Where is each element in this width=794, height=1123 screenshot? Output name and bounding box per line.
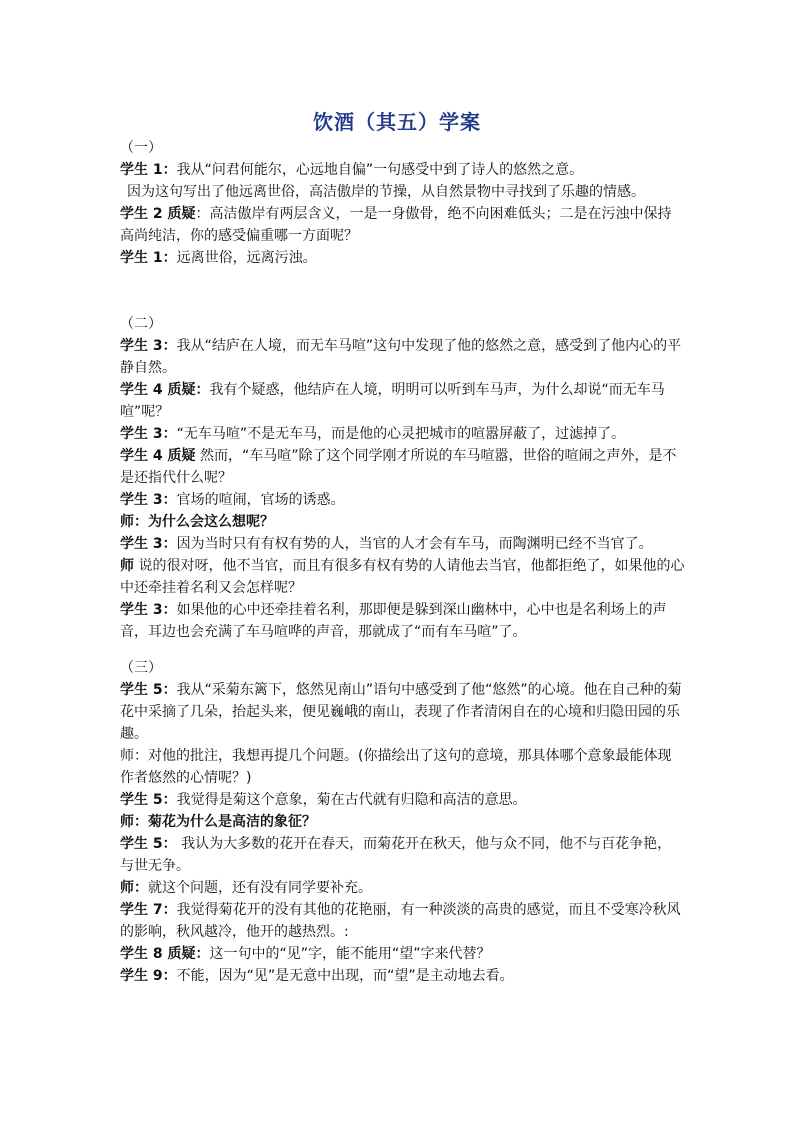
document-body [120,137,685,987]
speaker: 学生 3： [120,536,177,552]
speaker: 师： [120,514,148,530]
speaker: 学生 7： [120,902,177,918]
section-label: （二） [120,316,162,332]
speaker: 学生 3： [120,492,177,508]
line-text: 因为这句写出了他远离世俗，高洁傲岸的节操，从自然景物中寻找到了乐趣的情感。 [127,184,645,200]
speaker: 学生 4 质疑： [120,382,210,398]
speaker: 师： [120,880,148,896]
line-text: 远离世俗，远离污浊。 [176,250,317,266]
dialogue-line [120,943,685,965]
line-text: 我觉得菊花开的没有其他的花艳丽，有一种淡淡的高贵的感觉，而且不受寒冷秋风的影响，秋风越冷，他开的越热烈。: [120,902,681,940]
line-text: 菊花为什么是高洁的象征？ [148,814,316,830]
line-text: 不能，因为“见”是无意中出现，而“望”是主动地去看。 [176,968,514,984]
dialogue-line [120,511,685,533]
page-title: 饮酒（其五）学案 [313,110,481,134]
speaker: 学生 5： [120,792,177,808]
dialogue-line [120,599,685,643]
line-text: 师：对他的批注，我想再提几个问题。(你描绘出了这句的意境，那具体哪个意象最能体现作者悠然的心情呢？) [120,748,672,786]
spacer [120,269,685,313]
speaker: 师 [120,558,134,574]
section-label: （一） [120,140,162,156]
dialogue-line [120,335,685,379]
speaker: 学生 3： [120,338,177,354]
line-text: “无车马喧”不是无车马，而是他的心灵把城市的喧嚣屏蔽了，过滤掉了。 [176,426,626,442]
line-text: 我从“结庐在人境，而无车马喧”这句中发现了他的悠然之意，感受到了他内心的平静自然。 [120,338,682,376]
speaker: 学生 2 质疑 [120,206,196,222]
dialogue-line [120,181,685,203]
line-text: 我从“问君何能尔，心远地自偏”一句感受中到了诗人的悠然之意。 [176,162,584,178]
dialogue-line [120,877,685,899]
dialogue-line [120,533,685,555]
dialogue-line [120,965,685,987]
speaker: 师： [120,814,148,830]
speaker: 学生 3： [120,602,177,618]
speaker: 学生 5： [120,682,177,698]
line-text: 如果他的心中还牵挂着名利，那即便是躲到深山幽林中，心中也是名利场上的声音，耳边也会充满了车马喧哗的声音，那就成了“而有车马喧”了。 [120,602,667,640]
dialogue-line [120,423,685,445]
line-text: 我觉得是菊这个意象，菊在古代就有归隐和高洁的意思。 [176,792,527,808]
line-text: 因为当时只有有权有势的人，当官的人才会有车马，而陶渊明已经不当官了。 [176,536,653,552]
section-1 [120,137,685,269]
dialogue-line [120,811,685,833]
line-text: 我认为大多数的花开在春天，而菊花开在秋天，他与众不同，他不与百花争艳，与世无争。 [120,836,672,874]
dialogue-line [120,489,685,511]
line-text: 这一句中的“见”字，能不能用“望”字来代替？ [209,946,491,962]
dialogue-line [120,745,685,789]
line-text: 官场的喧闹，官场的诱惑。 [176,492,345,508]
line-text: 说的很对呀，他不当官，而且有很多有权有势的人请他去当官，他都拒绝了，如果他的心中还牵挂着名利又会怎样呢？ [120,558,685,596]
dialogue-line [120,203,685,247]
dialogue-line [120,247,685,269]
speaker: 学生 3： [120,426,177,442]
dialogue-line [120,379,685,423]
line-text: 然而，“车马喧”除了这个同学刚才所说的车马喧嚣，世俗的喧闹之声外，是不是还指代什么呢？ [120,448,677,486]
line-text: ：高洁傲岸有两层含义，一是一身傲骨，绝不向困难低头；二是在污浊中保持高尚纯洁，你的感受偏重哪一方面呢？ [120,206,672,244]
dialogue-line [120,445,685,489]
dialogue-line [120,789,685,811]
dialogue-line [120,679,685,745]
line-text: 为什么会这么想呢？ [148,514,274,530]
section-label: （三） [120,660,162,676]
dialogue-line [120,833,685,877]
speaker: 学生 5： [120,836,177,852]
spacer [120,643,685,657]
speaker: 学生 9： [120,968,177,984]
section-3 [120,657,685,987]
line-text: 我从“采菊东篱下，悠然见南山”语句中感受到了他“悠然”的心境。他在自己种的菊花中采摘了几朵，抬起头来，便见巍峨的南山，表现了作者清闲自在的心境和归隐田园的乐趣。 [120,682,682,742]
line-text: 我有个疑惑，他结庐在人境，明明可以听到车马声，为什么却说“而无车马喧”呢？ [120,382,665,420]
speaker: 学生 1： [120,162,177,178]
speaker: 学生 8 质疑： [120,946,210,962]
speaker: 学生 1： [120,250,177,266]
dialogue-line [120,899,685,943]
line-text: 就这个问题，还有没有同学要补充。 [148,880,372,896]
dialogue-line [120,555,685,599]
section-2 [120,313,685,643]
speaker: 学生 4 质疑 [120,448,196,464]
dialogue-line [120,159,685,181]
